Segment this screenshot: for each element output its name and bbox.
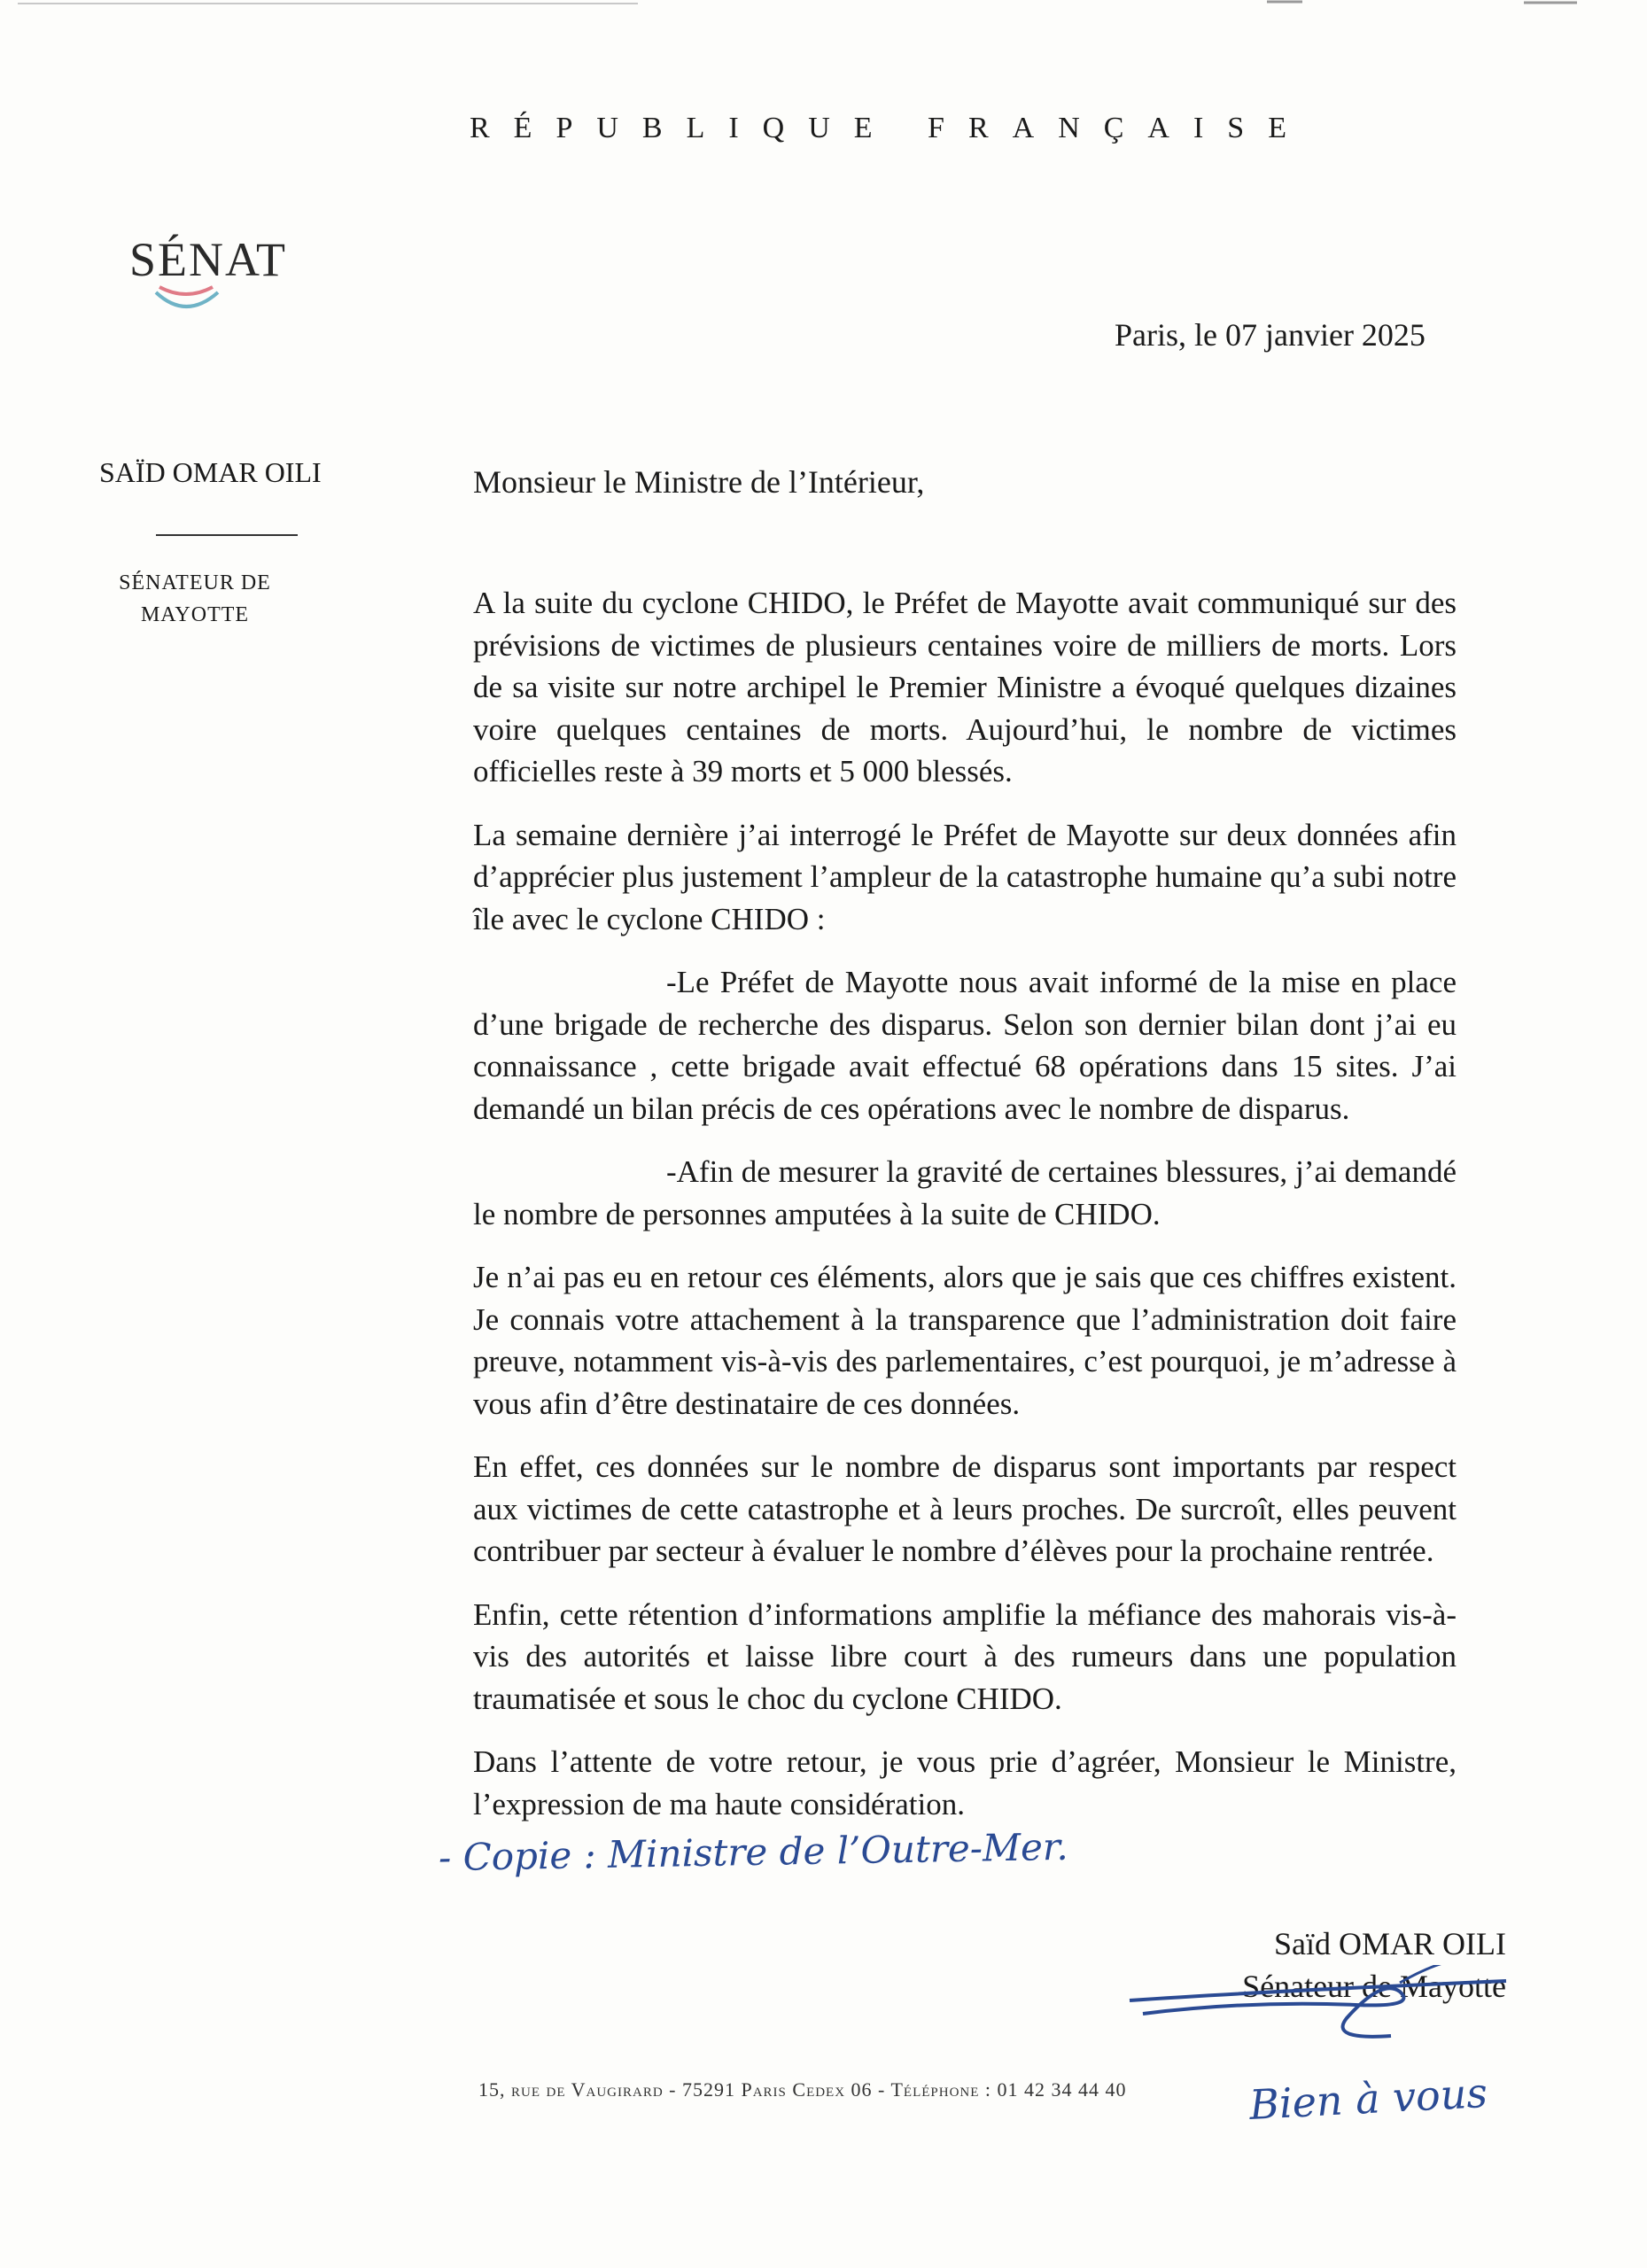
handwritten-signature <box>1125 1965 1515 2071</box>
paragraph: Enfin, cette rétention d’informations amplifie la méfiance des mahorais vis-à-vis des autorités et laisse libre court à des rumeurs dans une population traumatisée et sous le choc du cyclone CHIDO. <box>473 1596 1457 1716</box>
letter-date: Paris, le 07 janvier 2025 <box>1115 317 1426 353</box>
paragraph: La semaine dernière j’ai interrogé le Préfet de Mayotte sur deux données afin d’apprécier plus justement l’ampleur de la catastrophe humaine qu’a subi notre île avec le cyclone CHIDO : <box>473 817 1457 936</box>
paragraph: Dans l’attente de votre retour, je vous prie d’agréer, Monsieur le Ministre, l’expression de ma haute considération. <box>473 1744 1457 1821</box>
paragraph: -Afin de mesurer la gravité de certaines blessures, j’ai demandé le nombre de personnes amputées à la suite de CHIDO. <box>473 1154 1457 1231</box>
senat-logo-text: SÉNAT <box>129 233 288 286</box>
letter-body <box>473 582 1457 1846</box>
signature-title: Sénateur de Mayotte <box>1242 1969 1506 2004</box>
paragraph: -Le Préfet de Mayotte nous avait informé de la mise en place d’une brigade de recherche des disparus. Selon son dernier bilan dont j’ai eu connaissance , cette brigade avait effectué 68 opérations dans 15 sites. J’ai demandé un bilan précis de ces opérations avec le nombre de disparus. <box>473 965 1457 1126</box>
footer-address: 15, rue de Vaugirard - 75291 Paris Cedex 06 - Téléphone : 01 42 34 44 40 <box>478 2078 1127 2101</box>
paragraph: En effet, ces données sur le nombre de disparus sont importants par respect aux victimes de cette catastrophe et à leurs proches. De surcroît, elles peuvent contribuer par secteur à évaluer le nombre d’élèves pour la prochaine rentrée. <box>473 1449 1457 1568</box>
paragraph: A la suite du cyclone CHIDO, le Préfet de Mayotte avait communiqué sur des prévisions de victimes de plusieurs centaines voire de milliers de morts. Lors de sa visite sur notre archipel le Premier Ministre a évoqué quelques dizaines voire quelques centaines de morts. Aujourd’hui, le nombre de victimes officielles reste à 39 morts et 5 000 blessés. <box>473 586 1457 788</box>
sender-title <box>89 567 301 631</box>
paragraph: Je n’ai pas eu en retour ces éléments, alors que je sais que ces chiffres existent. Je connais votre attachement à la transparence que l’administration doit faire preuve, notamment vis-à-vis des parlementaires, c’est pourquoi, je m’adresse à vous afin d’être destinataire de ces données. <box>473 1260 1457 1421</box>
senat-logo-arc-icon <box>124 275 248 328</box>
senat-logo <box>124 232 288 330</box>
handwritten-closing-note: Bien à vous <box>1247 2068 1489 2130</box>
salutation: Monsieur le Ministre de l’Intérieur, <box>473 464 925 500</box>
scan-marks <box>0 0 1647 35</box>
handwritten-copy-note: - Copie : Ministre de l’Outre-Mer. <box>438 1824 1069 1880</box>
sender-title-line1: SÉNATEUR DE <box>119 571 271 594</box>
sender-divider <box>156 534 298 536</box>
republique-francaise-header: RÉPUBLIQUE FRANÇAISE <box>470 112 1310 144</box>
sender-name: SAÏD OMAR OILI <box>99 456 322 488</box>
sender-title-line2: MAYOTTE <box>140 603 250 626</box>
signature-name: Saïd OMAR OILI <box>1274 1926 1506 1961</box>
